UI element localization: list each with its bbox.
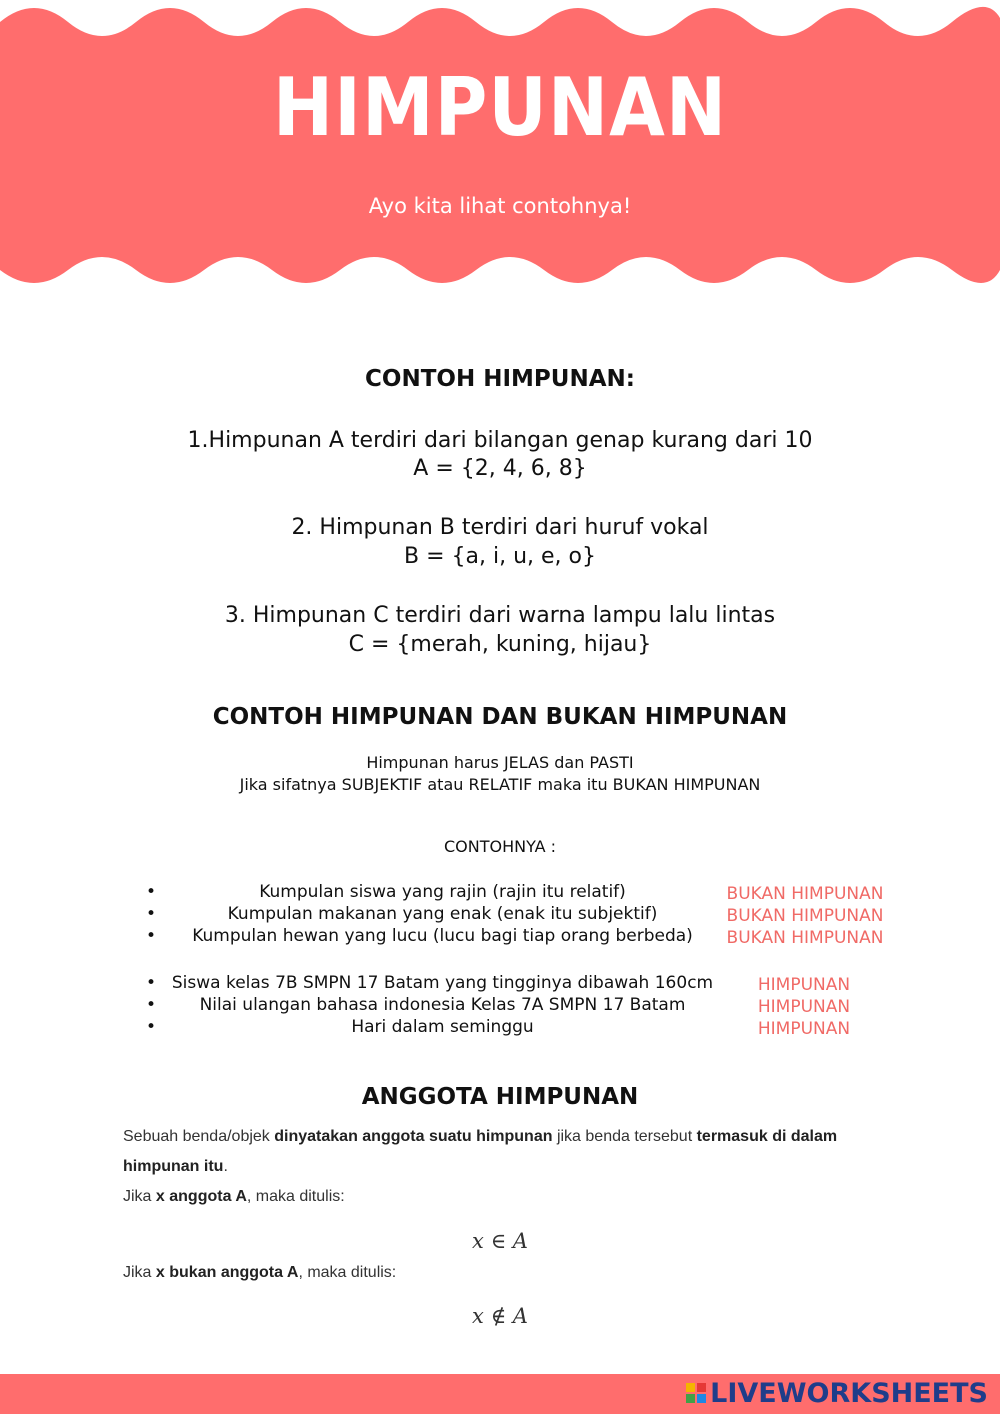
classification-label: BUKAN HIMPUNAN	[726, 928, 884, 948]
classification-label: HIMPUNAN	[757, 975, 851, 995]
example-c-set: C = {merah, kuning, hijau}	[348, 632, 652, 657]
section-heading-anggota-himpunan: ANGGOTA HIMPUNAN	[361, 1084, 639, 1110]
liveworksheets-logo[interactable]	[686, 1376, 988, 1410]
member-rule-text: Jika x anggota A, maka ditulis:	[123, 1188, 345, 1205]
element-of-formula: x ∈ A	[472, 1229, 528, 1253]
list-item-text: Kumpulan hewan yang lucu (lucu bagi tiap orang berbeda)	[192, 926, 693, 946]
header-banner	[0, 0, 1000, 290]
rule-line-1: Himpunan harus JELAS dan PASTI	[366, 753, 634, 772]
list-item-text: Nilai ulangan bahasa indonesia Kelas 7A SMPN 17 Batam	[199, 995, 686, 1015]
example-b-statement: 2. Himpunan B terdiri dari huruf vokal	[291, 515, 709, 540]
list-item-text: Siswa kelas 7B SMPN 17 Batam yang tingginya dibawah 160cm	[171, 973, 714, 993]
classification-label: BUKAN HIMPUNAN	[726, 906, 884, 926]
classification-label: HIMPUNAN	[757, 997, 851, 1017]
example-a-statement: 1.Himpunan A terdiri dari bilangan genap kurang dari 10	[187, 428, 813, 453]
list-item-text: Kumpulan makanan yang enak (enak itu subjektif)	[227, 904, 658, 924]
list-item	[0, 904, 1000, 926]
example-b-set: B = {a, i, u, e, o}	[404, 544, 596, 569]
bullet-icon: •	[146, 926, 157, 946]
list-item-text: Hari dalam seminggu	[351, 1017, 534, 1037]
list-item	[0, 926, 1000, 948]
section-heading-himpunan-bukan-himpunan: CONTOH HIMPUNAN DAN BUKAN HIMPUNAN	[212, 704, 788, 730]
definition-paragraph-line-1: Sebuah benda/objek dinyatakan anggota suatu himpunan jika benda tersebut termasuk di dalam	[123, 1128, 838, 1145]
bullet-icon: •	[146, 882, 157, 902]
not-element-of-formula: x ∉ A	[472, 1304, 528, 1328]
list-item	[0, 1017, 1000, 1039]
bullet-icon: •	[146, 1017, 157, 1037]
list-item	[0, 995, 1000, 1017]
bullet-icon: •	[146, 973, 157, 993]
rule-line-2: Jika sifatnya SUBJEKTIF atau RELATIF maka itu BUKAN HIMPUNAN	[239, 775, 761, 794]
page-title: HIMPUNAN	[272, 60, 728, 155]
list-item-text: Kumpulan siswa yang rajin (rajin itu relatif)	[259, 882, 626, 902]
list-item	[0, 882, 1000, 904]
example-c-statement: 3. Himpunan C terdiri dari warna lampu lalu lintas	[224, 603, 776, 628]
logo-squares-icon	[686, 1383, 706, 1403]
definition-paragraph-line-2: himpunan itu.	[123, 1158, 228, 1175]
logo-text: LIVEWORKSHEETS	[710, 1377, 988, 1409]
bullet-icon: •	[146, 904, 157, 924]
page-subtitle: Ayo kita lihat contohnya!	[368, 194, 632, 218]
bullet-icon: •	[146, 995, 157, 1015]
list-item	[0, 973, 1000, 995]
example-a-set: A = {2, 4, 6, 8}	[413, 456, 587, 481]
classification-label: HIMPUNAN	[757, 1019, 851, 1039]
examples-label: CONTOHNYA :	[443, 837, 557, 856]
classification-label: BUKAN HIMPUNAN	[726, 884, 884, 904]
section-heading-contoh-himpunan: CONTOH HIMPUNAN:	[365, 366, 635, 392]
non-member-rule-text: Jika x bukan anggota A, maka ditulis:	[123, 1264, 397, 1281]
